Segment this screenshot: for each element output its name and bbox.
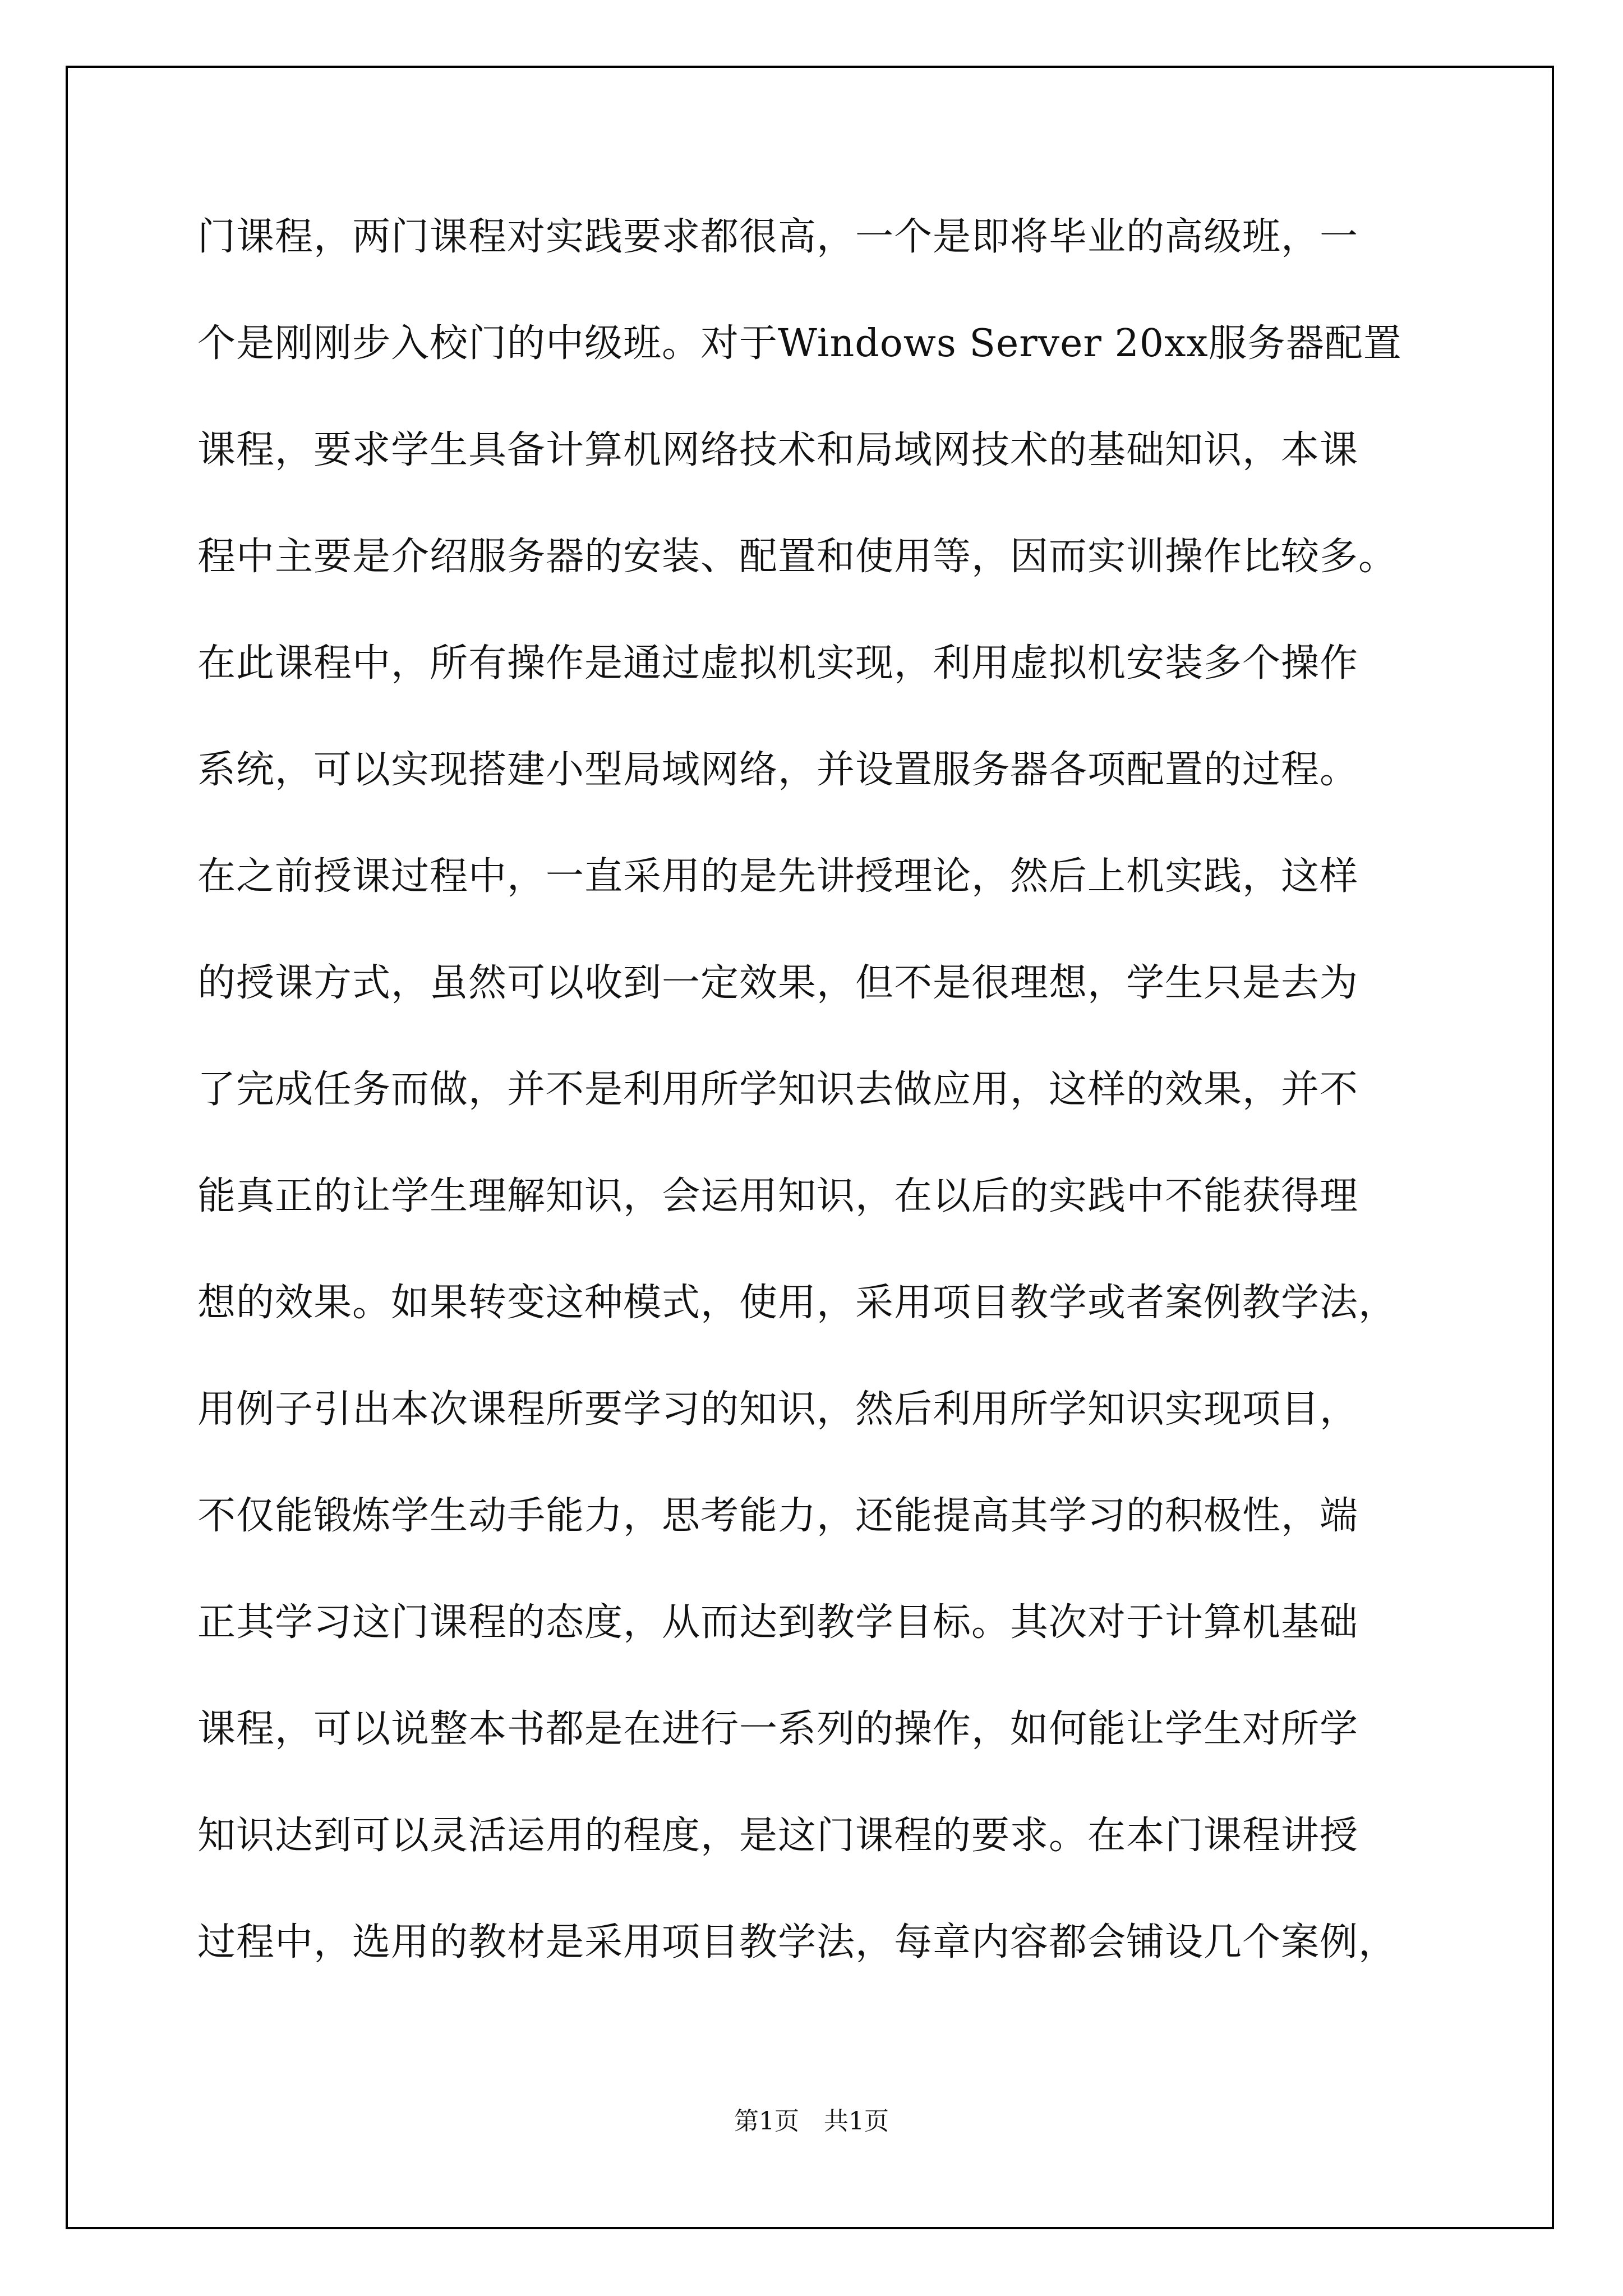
text-line: 程中主要是介绍服务器的安装、配置和使用等，因而实训操作比较多。 — [197, 535, 1398, 579]
text-line: 正其学习这门课程的态度，从而达到教学目标。其次对于计算机基础 — [197, 1600, 1359, 1645]
document-body — [197, 184, 1487, 1996]
text-line: 课程，要求学生具备计算机网络技术和局域网技术的基础知识，本课 — [197, 428, 1359, 472]
text-line: 过程中，选用的教材是采用项目教学法，每章内容都会铺设几个案例， — [197, 1920, 1398, 1964]
text-line: 知识达到可以灵活运用的程度，是这门课程的要求。在本门课程讲授 — [197, 1814, 1359, 1858]
page-number-footer: 第1页 共1页 — [734, 2107, 889, 2136]
text-line: 用例子引出本次课程所要学习的知识，然后利用所学知识实现项目， — [197, 1387, 1359, 1432]
text-line: 系统，可以实现搭建小型局域网络，并设置服务器各项配置的过程。 — [197, 748, 1359, 792]
text-line: 不仅能锻炼学生动手能力，思考能力，还能提高其学习的积极性，端 — [197, 1494, 1359, 1538]
text-line: 了完成任务而做，并不是利用所学知识去做应用，这样的效果，并不 — [197, 1068, 1359, 1112]
text-line: 个是刚刚步入校门的中级班。对于Windows Server 20xx服务器配置 — [197, 321, 1402, 366]
text-line: 在之前授课过程中，一直采用的是先讲授理论，然后上机实践，这样 — [197, 854, 1359, 899]
text-line: 能真正的让学生理解知识，会运用知识，在以后的实践中不能获得理 — [197, 1174, 1359, 1218]
text-line: 在此课程中，所有操作是通过虚拟机实现，利用虚拟机安装多个操作 — [197, 641, 1359, 685]
text-line: 想的效果。如果转变这种模式，使用，采用项目教学或者案例教学法， — [197, 1281, 1398, 1325]
text-line: 课程，可以说整本书都是在进行一系列的操作，如何能让学生对所学 — [197, 1707, 1359, 1751]
text-line: 门课程，两门课程对实践要求都很高，一个是即将毕业的高级班，一 — [197, 215, 1359, 259]
text-line: 的授课方式，虽然可以收到一定效果，但不是很理想，学生只是去为 — [197, 961, 1359, 1005]
